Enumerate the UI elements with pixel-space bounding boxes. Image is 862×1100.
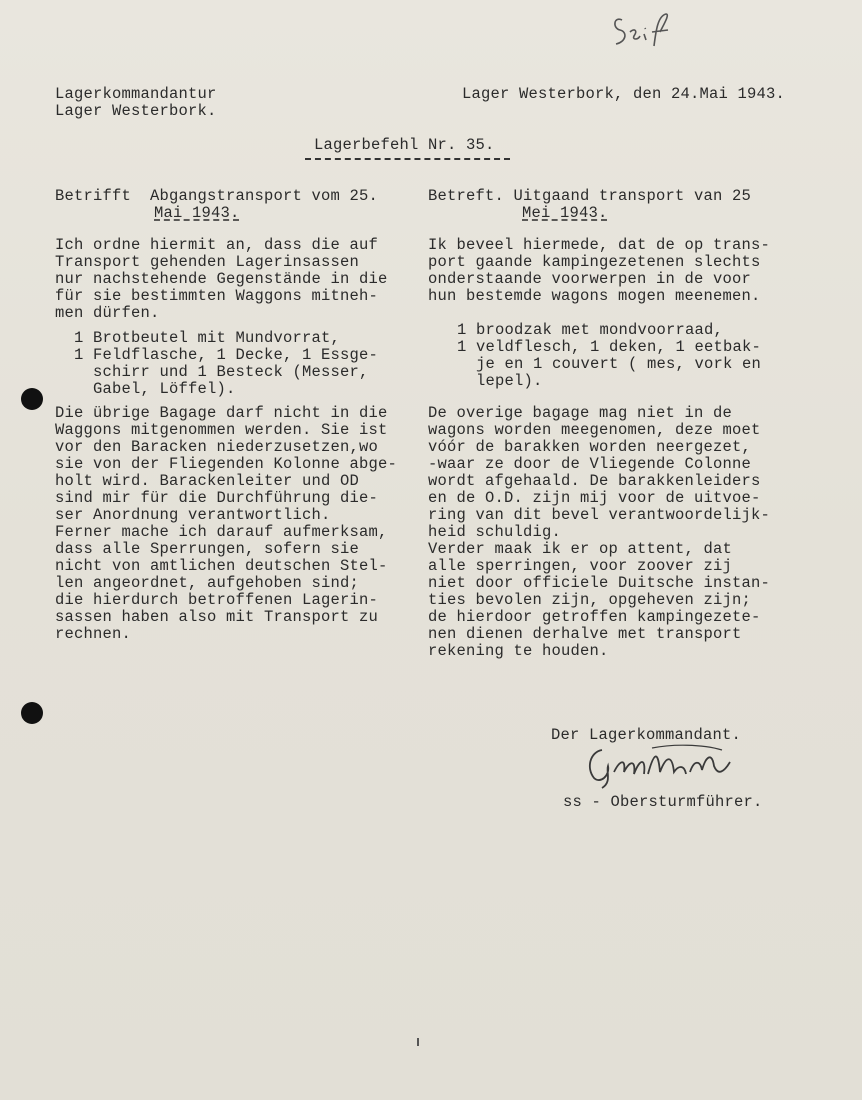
- dutch-item-list: 1 broodzak met mondvoorraad, 1 veldflesch, 1 deken, 1 eetbak- je en 1 couvert ( mes, vork en lepel).: [457, 321, 762, 390]
- handwritten-signature: [582, 742, 742, 792]
- dutch-paragraph-2: De overige bagage mag niet in de wagons worden meegenomen, deze moet vóór de barakken worden neergezet, -waar ze door de Vliegende Colonne wordt afgehaald. De barakkenleiders en de O.D. zijn mij voor de uitvoe- ring van dit bevel verantwoordelijk- heid schuldig. Verder maak ik er op attent, dat alle sperringen, voor zoover zij niet door officiele Duitsche instan- ties bevolen zijn, opgeheven zijn; de hierdoor getroffen kampingezete- nen dienen derhalve met transport rekening te houden.: [428, 404, 771, 660]
- header-office: Lagerkommandantur: [55, 85, 217, 103]
- handwritten-note-mark: [608, 6, 680, 56]
- punch-hole-top: [21, 388, 43, 410]
- german-paragraph-2: Die übrige Bagage darf nicht in die Waggons mitgenommen werden. Sie ist vor den Baracken niederzusetzen,wo sie von der Fliegenden Kolonne abge- holt wird. Barackenleiter und OD sind mir für die Durchführung die- ser Anordnung verantwortlich. Ferner mache ich darauf aufmerksam, dass alle Sperrungen, sofern sie nicht von amtlichen deutschen Stel- len angeordnet, aufgehoben sind; die hierdurch betroffenen Lagerin- sassen haben also mit Transport zu rechnen.: [55, 404, 398, 643]
- dutch-subject-line1: Betreft. Uitgaand transport van 25: [428, 187, 752, 205]
- german-paragraph-1: Ich ordne hiermit an, dass die auf Transport gehenden Lagerinsassen nur nachstehende Gegenstände in die für sie bestimmten Waggons mitneh- men dürfen.: [55, 236, 388, 322]
- page-title: Lagerbefehl Nr. 35.: [314, 136, 495, 154]
- german-subject-line1: Betrifft Abgangstransport vom 25.: [55, 187, 379, 205]
- ink-mark: [417, 1038, 419, 1046]
- german-subject-line2: Mai 1943.: [154, 204, 240, 222]
- signature-role: Der Lagerkommandant.: [551, 726, 742, 744]
- dutch-subject-line2: Mei 1943.: [522, 204, 608, 222]
- title-underline: [305, 158, 510, 160]
- signature-rank: ss - Obersturmführer.: [563, 793, 763, 811]
- punch-hole-bottom: [21, 702, 43, 724]
- dutch-paragraph-1: Ik beveel hiermede, dat de op trans- port gaande kampingezetenen slechts onderstaande voorwerpen in de voor hun bestemde wagons mogen meenemen.: [428, 236, 771, 305]
- german-item-list: 1 Brotbeutel mit Mundvorrat, 1 Feldflasche, 1 Decke, 1 Essge- schirr und 1 Besteck (Messer, Gabel, Löffel).: [74, 329, 379, 398]
- header-place-date: Lager Westerbork, den 24.Mai 1943.: [462, 85, 786, 103]
- header-camp: Lager Westerbork.: [55, 102, 217, 120]
